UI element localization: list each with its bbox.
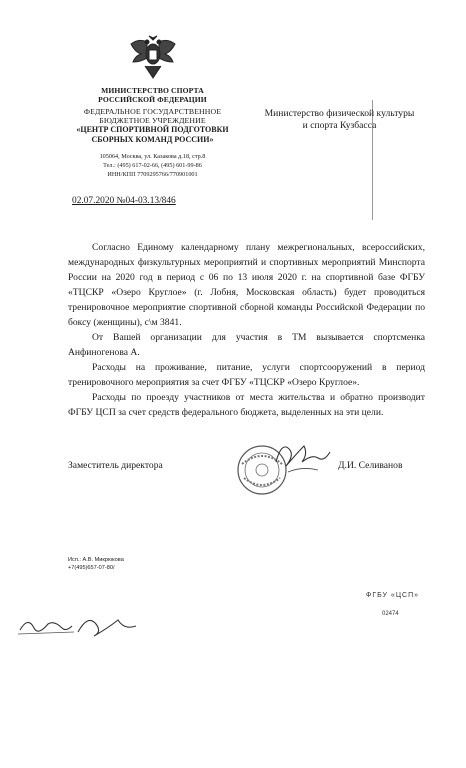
body-paragraph-3: Расходы на проживание, питание, услуги спортсооружений в период тренировочного мероприятия за счет ФГБУ «ТЦСКР «Озеро Круглое». [68,362,425,388]
executor-name: Исп.: А.В. Микрюкова [68,557,124,563]
org-name-line-4: СБОРНЫХ КОМАНД РОССИИ» [91,135,214,144]
recipient-line-2: и спорта Кузбасса [302,120,377,131]
registration-stamp-number: 02474 [382,611,399,617]
body-paragraph-1: Согласно Единому календарному плану межрегиональных, всероссийских, международных физкультурных мероприятий и спортивных мероприятий Минспорта России на 2020 год в период с 06 по 13 июля 2020 г. на спортивной базе ФГБУ «ТЦСКР «Озеро Круглое» (г. Лобня, Московская область) будет проводиться тренировочное мероприятие спортивной сборной команды Российской Федерации по боксу (женщины), с\м 3841. [68,242,425,328]
coat-of-arms-emblem [127,34,179,82]
org-address: 105064, Москва, ул. Казакова д.18, стр.8 [99,153,206,160]
handwritten-signature [268,432,338,480]
document-number: 02.07.2020 №04-03.13/846 [72,196,176,206]
executor-block [68,556,124,572]
ministry-name-line-1: МИНИСТЕРСТВО СПОРТА [101,86,204,95]
letter-body [68,240,425,420]
signatory-role: Заместитель директора [68,460,163,471]
org-name-line-1: ФЕДЕРАЛЬНОЕ ГОСУДАРСТВЕННОЕ [83,107,222,116]
recipient-block [252,108,427,132]
recipient-line-1: Министерство физической культуры [264,108,415,119]
org-name-line-3: «ЦЕНТР СПОРТИВНОЙ ПОДГОТОВКИ [76,125,229,134]
org-name-line-2: БЮДЖЕТНОЕ УЧРЕЖДЕНИЕ [99,116,206,125]
body-paragraph-2: От Вашей организации для участия в ТМ вызывается спортсменка Анфиногенова А. [68,332,425,358]
registration-stamp-text: ФГБУ «ЦСП» [366,592,419,599]
bottom-handwritten-signatures [18,610,140,640]
org-phones: Тел.: (495) 617-02-66, (495) 601-99-86 [103,162,202,169]
org-inn: ИНН/КПП 7709295766/770901001 [107,171,198,178]
executor-phone: +7(495)657-07-80/ [68,565,115,571]
signatory-name: Д.И. Селиванов [338,460,403,471]
body-paragraph-4: Расходы по проезду участников от места жительства и обратно производит ФГБУ ЦСП за счет средств федерального бюджета, выделенных на эти цели. [68,392,425,418]
ministry-name-line-2: РОССИЙСКОЙ ФЕДЕРАЦИИ [98,95,207,104]
